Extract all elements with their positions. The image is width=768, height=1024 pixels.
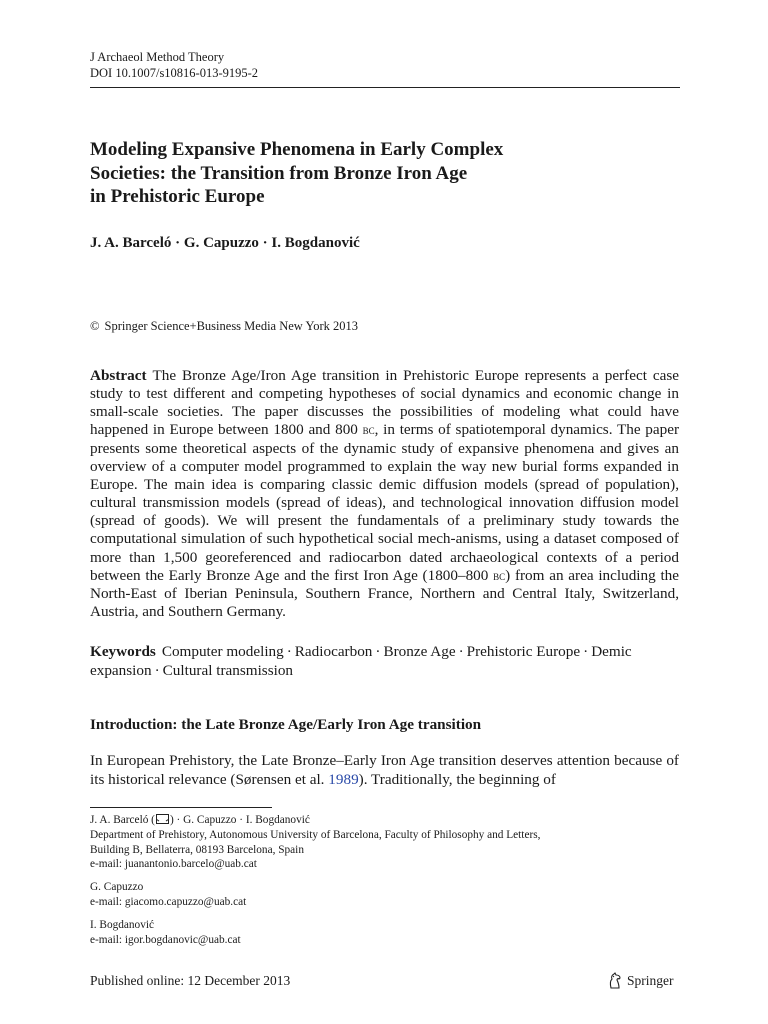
author-1[interactable]: J. A. Barceló (90, 235, 172, 251)
keyword-separator: · (286, 643, 292, 660)
keywords (90, 643, 679, 680)
affiliation-line-2: Building B, Bellaterra, 08193 Barcelona, Spain (90, 843, 304, 856)
abstract-bc-2: bc (493, 567, 506, 583)
keyword-item: Radiocarbon (294, 643, 373, 660)
keyword-separator: · (458, 643, 464, 660)
publisher-name: Springer (627, 972, 674, 988)
keyword-item: Bronze Age (383, 643, 456, 660)
abstract-text-part-3: ) from an area including the North-East of Iberian Peninsula, Southern France, Northern and Central Italy, Switzerland, Austria, and Southern Germany. (90, 566, 679, 621)
author-separator: · (175, 235, 181, 251)
title-line-2: Societies: the Transition from Bronze Iron Age (90, 162, 468, 184)
abstract-text-part-2: , in terms of spatiotemporal dynamics. The paper presents some theoretical aspects of the dynamic study of expansive phenomena and gives an overview of a computer model programmed to explain the way new burial forms expanded in Europe. The main idea is comparing classic demic diffusion models (spread of population), cultural transmission models (spread of ideas), and technological innovation diffusion model (spread of goods). We will present the fundamentals of a preliminary study towards the computational simulation of such hypothetical social mech-anisms, using a dataset composed of more than 1,500 georeferenced and radiocarbon dated archaeological contexts of a period between the Early Bronze Age and the first Iron Age (1800–800 (90, 421, 680, 584)
footnote-coauthors-text: ) · G. Capuzzo · I. Bogdanović (169, 814, 310, 826)
footnote-name-2: G. Capuzzo (90, 881, 144, 893)
keyword-item: Demic expansion (90, 643, 632, 679)
footnote-rule (90, 807, 272, 808)
journal-doi[interactable]: DOI 10.1007/s10816-013-9195-2 (90, 66, 259, 80)
title-line-3: in Prehistoric Europe (90, 186, 265, 207)
author-list (90, 234, 360, 252)
abstract-text-part-1: The Bronze Age/Iron Age transition in Prehistoric Europe represents a perfect case study to test different and competing hypotheses of social dynamics and economic change in small-scale societies. The paper discusses the possibilities of modeling what could have happened in Europe between 1800 and 800 (90, 367, 679, 439)
journal-header (90, 49, 258, 81)
email-1[interactable]: e-mail: juanantonio.barcelo@uab.cat (90, 858, 257, 871)
author-2[interactable]: G. Capuzzo (183, 235, 259, 251)
envelope-icon[interactable] (156, 814, 169, 824)
footnote-author-3 (90, 918, 241, 948)
paper-title (90, 138, 690, 209)
footnote-name-3: I. Bogdanović (90, 919, 155, 931)
email-3[interactable]: e-mail: igor.bogdanovic@uab.cat (90, 933, 241, 946)
citation-link[interactable]: 1989 (328, 770, 359, 788)
keyword-separator: · (583, 643, 589, 660)
copyright-symbol: © (90, 319, 100, 333)
author-3[interactable]: I. Bogdanović (271, 235, 360, 251)
published-date: Published online: 12 December 2013 (90, 973, 291, 988)
intro-text-part-2: ). Traditionally, the beginning of (358, 770, 556, 788)
header-rule (90, 87, 680, 88)
keyword-item: Cultural transmission (162, 661, 294, 679)
email-2[interactable]: e-mail: giacomo.capuzzo@uab.cat (90, 895, 247, 908)
footnote-author-1 (90, 813, 540, 872)
keywords-label: Keywords (90, 643, 156, 660)
title-line-1: Modeling Expansive Phenomena in Early Complex (90, 139, 504, 160)
springer-horse-logo-icon (607, 972, 623, 989)
abstract-label: Abstract (90, 367, 147, 384)
intro-text-part-1: In European Prehistory, the Late Bronze–Early Iron Age transition deserves attention because of its historical relevance (Sørensen et al. (90, 752, 679, 788)
copyright-line (90, 318, 358, 334)
footnote-author-text: J. A. Barceló ( (90, 814, 155, 826)
abstract (90, 367, 679, 621)
keyword-separator: · (154, 661, 160, 679)
copyright-text: Springer Science+Business Media New York 2013 (104, 319, 359, 333)
section-heading-introduction: Introduction: the Late Bronze Age/Early Iron Age transition (90, 716, 482, 733)
affiliation-line-1: Department of Prehistory, Autonomous University of Barcelona, Faculty of Philosophy and Letters, (90, 828, 541, 841)
author-separator: · (262, 235, 268, 251)
keyword-item: Computer modeling (161, 643, 284, 660)
journal-name: J Archaeol Method Theory (90, 50, 225, 64)
keyword-item: Prehistoric Europe (466, 643, 581, 660)
publisher-mark (607, 972, 674, 989)
introduction-paragraph (90, 752, 679, 789)
abstract-bc-1: bc (362, 422, 375, 438)
footnote-author-line (90, 813, 540, 828)
footnote-author-2 (90, 880, 246, 910)
keyword-separator: · (375, 643, 381, 660)
